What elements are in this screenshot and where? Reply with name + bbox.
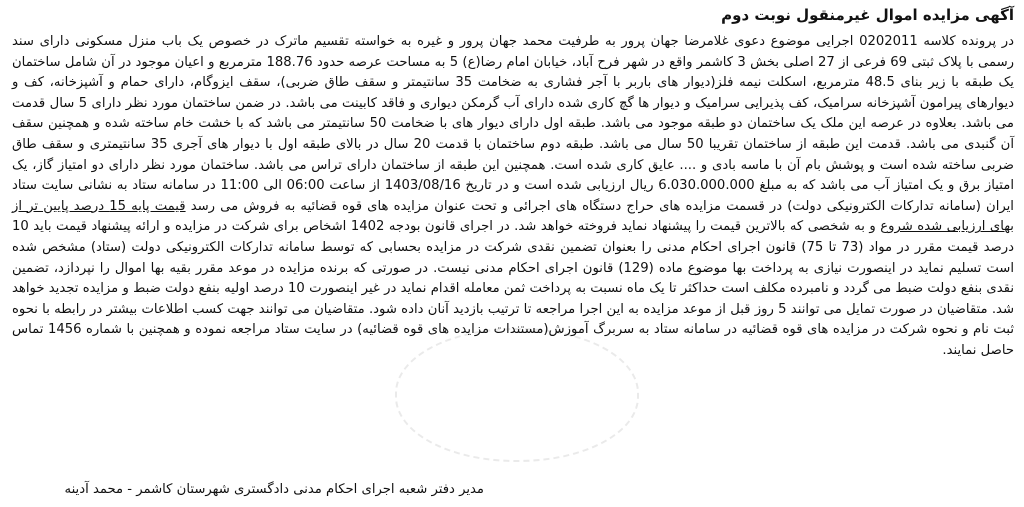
notice-body-underlined: قیمت پایه 15 درصد پایین تر از بهای ارزیابی شده شروع — [12, 198, 1014, 235]
notice-body — [12, 32, 1014, 362]
notice-signature: مدیر دفتر شعبه اجرای احکام مدنی دادگستری شهرستان کاشمر - محمد آدینه — [64, 482, 484, 497]
notice-body-part1: در پرونده کلاسه 0202011 اجرایی موضوع دعوی غلامرضا جهان پرور به طرفیت محمد جهان پرور و غیره به خواسته تقسیم ماترک در خصوص یک باب منزل مسکونی دارای سند رسمی با پلاک ثبتی 69 فرعی از 27 اصلی بخش 3 کاشمر واقع در شهر فرح آباد، خیابان امام رضا(ع) 5 به مساحت عرصه حدود 188.76 مترمربع و اعیان موجود در آن شامل ساختمان یک طبقه با زیر بنای 48.5 مترمربع، اسکلت نیمه فلز(دیوار های باربر با آجر فشاری به ضخامت 35 سانتیمتر و سقف طاق ضربی)، سقف ایزوگام، دارای حمام و آشپزخانه، کف و دیوارهای پیرامون آشپزخانه سرامیک، کف پذیرایی سرامیک و دیوار ها گچ کاری شده دارای آب گرمکن دیواری و فاقد کابینت می باشد. در ضمن ساختمان مورد نظر دارای 5 سال قدمت می باشد. بعلاوه در عرصه این ملک یک ساختمان دو طبقه موجود می باشد. طبقه اول دارای دیوار های با ضخامت 50 سانتیمتر می باشد که با خشت خام ساخته شده و همچنین سقف آن گنبدی می باشد. قدمت این طبقه از ساختمان تقریبا 50 سال می باشد. طبقه دوم ساختمان با قدمت 20 سال در بالای طبقه اول با دیوار های آجری 35 سانتیمتری و سقف طاق ضربی ساخته شده است و پوشش بام آن با ماسه بادی و .... عایق کاری شده است. همچنین این طبقه از ساختمان دارای تراس می باشد. ساختمان مورد نظر دارای دو امتیاز گاز، یک امتیاز برق و یک امتیاز آب می باشد که به مبلغ 6.030.000.000 ریال ارزیابی شده است و در تاریخ 1403/08/16 از ساعت 06:00 الی 11:00 در سامانه ستاد به نشانی سایت ستاد ایران (سامانه تدارکات الکترونیکی دولت) در قسمت مزایده های حراج دستگاه های اجرائی و تحت عنوان مزایده های قوه قضائیه به فروش می رسد — [12, 34, 1014, 214]
notice-title: آگهی مزایده اموال غیرمنقول نوبت دوم — [721, 6, 1014, 24]
notice-body-part2: و به شخصی که بالاترین قیمت را پیشنهاد نماید فروخته خواهد شد. در اجرای قانون بودجه 1402 اشخاص برای شرکت در مزایده و ارائه پیشنهاد قیمت باید 10 درصد قیمت مقرر در مواد (73 تا 75) قانون اجرای احکام مدنی را بعنوان تضمین نقدی شرکت در مزایده بحسابی که توسط سامانه تدارکات الکترونیکی دولت (ستاد) مشخص شده است تسلیم نماید در اینصورت نیازی به پرداخت بها موضوع ماده (129) قانون اجرای احکام مدنی نیست. در صورتی که برنده مزایده در موعد مقرر بقیه بها اموال را نپردازد، تضمین نقدی بنفع دولت ضبط می گردد و نامبرده مکلف است حداکثر تا یک ماه نسبت به پرداخت ثمن معامله اقدام نماید در غیر اینصورت 10 درصد اولیه بنفع دولت ضبط و مزایده تجدید خواهد شد. متقاضیان در صورت تمایل می توانند 5 روز قبل از موعد مزایده به این اجرا مراجعه تا ترتیب بازدید آنان داده شود. متقاضیان می توانند جهت کسب اطلاعات بیشتر در رابطه با نحوه ثبت نام و نحوه شرکت در مزایده های قوه قضائیه در سامانه ستاد به سربرگ آموزش(مستندات مزایده های قوه قضائیه) در سایت ستاد مراجعه نموده و همچنین با شماره 1456 تماس حاصل نمایند. — [12, 219, 1014, 358]
